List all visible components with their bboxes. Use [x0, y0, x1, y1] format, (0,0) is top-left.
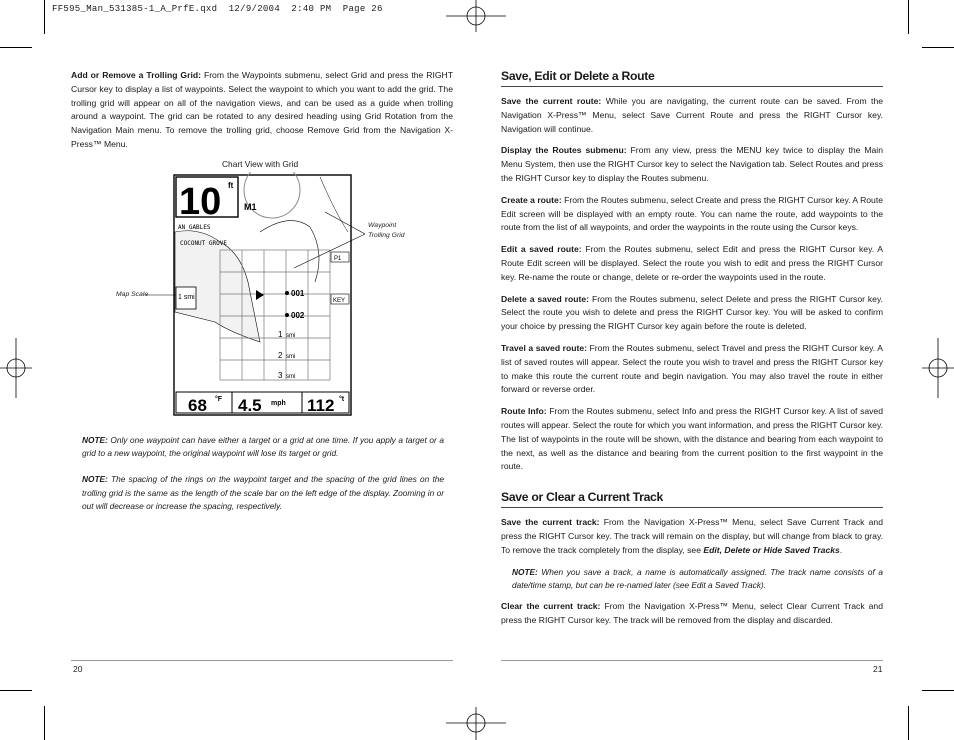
ring-1-label: 1: [278, 330, 283, 339]
temp-value: 68: [188, 396, 207, 415]
waypoint-001-label: 001: [291, 289, 305, 298]
note-three-text: When you save a track, a name is automatically assigned. The track name consists of a date/time stamp, but can be re-named later (see Edit a Saved Track).: [512, 566, 883, 590]
edit-route-text: From the Routes submenu, select Edit and press the RIGHT Cursor key. A Route Edit screen will be displayed. Select the route you wish to edit and press the RIGHT Cursor key. Re-name the route or change, delete or re-order the waypoints used in the route.: [501, 244, 883, 282]
callout-grid-text: Trolling Grid: [368, 232, 405, 239]
delete-route-paragraph: [501, 293, 883, 334]
page-number-right: 21: [873, 664, 883, 674]
create-route-paragraph: [501, 194, 883, 235]
waypoint-002-label: 002: [291, 311, 305, 320]
ring-1-unit: smi: [286, 333, 296, 339]
right-column: [501, 69, 883, 636]
travel-route-paragraph: [501, 342, 883, 397]
trolling-grid-paragraph: [71, 69, 453, 152]
save-track-ref: Edit, Delete or Hide Saved Tracks: [703, 544, 840, 555]
edit-route-label: Edit a saved route:: [501, 244, 582, 255]
clear-track-paragraph: [501, 600, 883, 628]
note-one-text: Only one waypoint can have either a target or a grid at one time. If you apply a target or a grid to a new waypoint, the original waypoint will lose its target or grid.: [82, 435, 444, 459]
note-three-label: NOTE:: [512, 566, 538, 577]
ring-2-label: 2: [278, 351, 283, 360]
map-label-gables: AN GABLES: [178, 224, 211, 231]
create-route-text: From the Routes submenu, select Create and press the RIGHT Cursor key. A Route Edit screen will be displayed with an empty route. You can name the route, add waypoints to the route from the list of all waypoints, and order the waypoints in the route using the Cursor keys.: [501, 194, 884, 233]
trolling-grid-text: From the Waypoints submenu, select Grid and press the RIGHT Cursor key to display a list of waypoints. Select the waypoint to which you want to add the grid. The trolling grid will appear on all of the navigation views, and can be used as a guide when trolling around a waypoint. The grid can be rotated to any desired heading using Grid Rotation from the Navigation Main menu. To remove the trolling grid, choose Remove Grid from the Navigation X-Press™ Menu.: [71, 70, 453, 149]
save-track-text: From the Navigation X-Press™ Menu, select Save Current Track and press the RIGHT Cursor key. The track will remain on the display, but will change from black to gray. To remove the track completely from the display, see: [501, 517, 883, 555]
clear-track-text: From the Navigation X-Press™ Menu, select Clear Current Track and press the RIGHT Cursor key. The track will be removed from the display and discarded.: [501, 600, 883, 625]
save-track-label: Save the current track:: [501, 517, 600, 528]
ring-3-unit: smi: [286, 374, 296, 380]
delete-route-text: From the Routes submenu, select Delete and press the RIGHT Cursor key. Select the route you wish to delete and press the RIGHT Cursor key. You will be asked to confirm your choice by pressing the RIGHT Cursor key again before the route is deleted.: [501, 293, 883, 332]
ring-2-unit: smi: [286, 354, 296, 360]
depth-unit: ft: [228, 181, 234, 190]
note-two: [82, 473, 444, 513]
heading-value: 112: [307, 396, 335, 415]
page-number-left: 20: [73, 664, 83, 674]
save-route-text: While you are navigating, the current route can be saved. From the Navigation X-Press™ Menu, select Save Current Route and press the RIGHT Cursor key. Navigation will continue.: [501, 96, 883, 134]
key-label: KEY: [333, 298, 346, 304]
note-three: [512, 566, 883, 592]
speed-unit: mph: [271, 400, 286, 407]
notes-left: [82, 434, 444, 513]
note-two-label: NOTE:: [82, 474, 108, 485]
save-route-paragraph: [501, 95, 883, 136]
save-track-paragraph: [501, 516, 883, 557]
depth-value: 10: [179, 181, 222, 223]
temp-unit: °F: [215, 396, 223, 403]
box-label: P1: [334, 256, 342, 262]
save-route-label: Save the current route:: [501, 96, 602, 106]
scale-label: 1 smi: [178, 294, 195, 301]
waypoint-callout: [368, 221, 405, 241]
routes-submenu-label: Display the Routes submenu:: [501, 145, 627, 156]
map-scale-callout: Map Scale: [116, 291, 149, 298]
save-track-end: .: [839, 544, 843, 555]
route-info-label: Route Info:: [501, 406, 547, 417]
note-two-text: The spacing of the rings on the waypoint target and the spacing of the grid lines on the trolling grid is the same as the length of the scale bar on the left edge of the display. Zooming in or out will decrease or increase the spacing, respectively.: [82, 474, 444, 511]
callout-waypoint-text: Waypoint: [368, 222, 397, 229]
note-one-label: NOTE:: [82, 435, 108, 445]
chart-view-figure: [110, 172, 430, 420]
ring-3-label: 3: [278, 371, 283, 380]
track-section-heading: Save or Clear a Current Track: [501, 490, 883, 508]
map-label-coconut-grove: COCONUT GROVE: [180, 240, 227, 247]
heading-unit: °t: [339, 396, 345, 403]
edit-route-paragraph: [501, 243, 883, 284]
travel-route-label: Travel a saved route:: [501, 342, 587, 353]
print-header: FF595_Man_531385-1_A_PrfE.qxd 12/9/2004 2:40 PM Page 26: [52, 4, 383, 14]
route-info-text: From the Routes submenu, select Info and press the RIGHT Cursor key. A list of saved routes will appear. Select the route for which you want information, and press the RIGHT Cursor key. The list of waypoints in the route will be shown, with the distance and bearing from each waypoint to the next, as well as the distance and bearing from the current position to the first waypoint in the route.: [501, 406, 883, 472]
route-info-paragraph: [501, 405, 883, 474]
note-one: [82, 434, 444, 460]
delete-route-label: Delete a saved route:: [501, 293, 590, 304]
right-footer-rule: [501, 660, 883, 661]
travel-route-text: From the Routes submenu, select Travel and press the RIGHT Cursor key. A list of saved routes will appear. Select the route you wish to travel and press the RIGHT Cursor key to make this route the current route and begin navigation. You may also travel the route in either forward or reverse order.: [501, 342, 883, 395]
trolling-grid-label: Add or Remove a Trolling Grid:: [71, 70, 201, 80]
create-route-label: Create a route:: [501, 194, 562, 205]
figure-caption: Chart View with Grid: [222, 159, 299, 169]
map-label-m1: M1: [244, 202, 257, 212]
speed-value: 4.5: [238, 396, 262, 415]
left-footer-rule: [71, 660, 453, 661]
route-section-heading: Save, Edit or Delete a Route: [501, 69, 883, 87]
routes-submenu-text: From any view, press the MENU key twice to display the Main Menu System, then use the RIGHT Cursor key to select the Navigation tab. Select Routes and press the RIGHT Cursor key to display the Routes submenu.: [501, 145, 883, 183]
clear-track-label: Clear the current track:: [501, 600, 601, 611]
routes-submenu-paragraph: [501, 144, 883, 185]
left-column: [71, 69, 453, 160]
